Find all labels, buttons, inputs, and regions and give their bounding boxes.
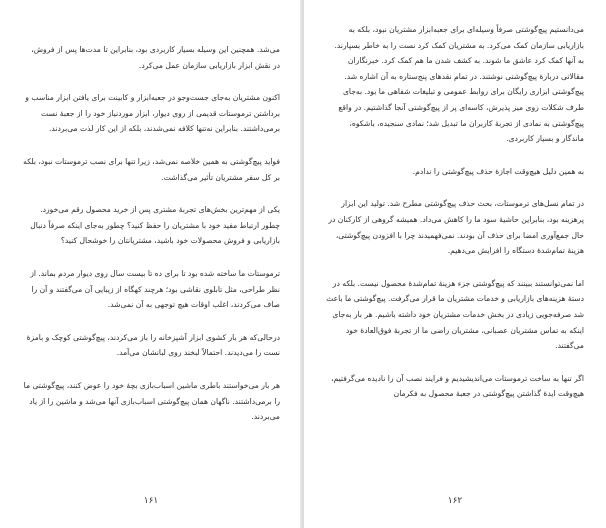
paragraph: می‌دانستیم پیچ‌گوشتی صرفاً وسیله‌ای برای جعبه‌ابزار مشتریان نبود، بلکه به بازاریابی سازمان کمک می‌کرد. به مشتریان کمک کرد نست را به خاطر بسپارند. به آنها کمک کرد عاشق ما شوند. به کشف شدن ما هم کمک کرد. خبرنگاران مقالاتی دربارهٔ پیچ‌گوشتی نوشتند. در تمام نقدهای پنج‌ستاره به آن اشاره شد. پیچ‌گوشتی ابزاری رایگان برای روابط عمومی و تبلیغات شفاهی ما بود. به‌جای طرف شکلات روی میز پذیرش، کاسه‌ای پر از پیچ‌گوشتی آنجا گذاشتیم. در واقع پیچ‌گوشتی به نمادی از تجربهٔ کاربران ما تبدیل شد؛ نمادی سنجیده، باشکوه، ماندگار و بسیار کاربردی. [334, 25, 584, 144]
paragraph: در تمام نسل‌های ترموستات، بحث حذف پیچ‌گوشتی مطرح شد. تولید این ابزار پرهزینه بود، بنابراین حاشیهٔ سود ما را کاهش می‌داد. همیشه گروهی از کارکنان در حال جمع‌آوری امضا برای حذف آن بودند. نمی‌فهمیدند چرا با افزودن پیچ‌گوشتی، هزینهٔ تمام‌شدهٔ دستگاه را افزایش می‌دهیم. [328, 199, 584, 256]
paragraph: فواید پیچ‌گوشتی به همین خلاصه نمی‌شد، زیرا تنها برای نصب ترموستات نبود، بلکه بر کل سفر مشتریان تأثیر می‌گذاشت. [23, 156, 280, 182]
paragraph: به همین دلیل هیچ‌وقت اجازهٔ حذف پیچ‌گوشتی را ندادم. [412, 166, 584, 176]
right-page-text [326, 22, 584, 419]
paragraph: اما نمی‌توانستند ببینند که پیچ‌گوشتی جزء هزینهٔ تمام‌شدهٔ محصول نیست. بلکه در دستهٔ هزینه‌های بازاریابی و خدمات مشتریان ما قرار می‌گرفت. پیچ‌گوشتی ما باعث شد صرفه‌جویی زیادی در بخش خدمات مشتریان خود داشته باشیم. هر بار به‌جای اینکه به تماس مشتریان عصبانی، مشتریان راضی ما از تجربهٔ فوق‌العادهٔ خود می‌گفتند. [326, 278, 584, 351]
left-page [0, 0, 302, 528]
paragraph: می‌شد. همچنین این وسیله بسیار کاربردی بود، بنابراین تا مدت‌ها پس از فروش، در نقش ابزار بازاریابی سازمان عمل می‌کرد. [31, 45, 280, 70]
paragraph: اکنون مشتریان به‌جای جست‌وجو در جعبه‌ابزار و کابینت برای یافتن ابزار مناسب و برداشتن ترموستات قدیمی از روی دیوار، ابزار موردنیاز خود را از جعبهٔ نست برمی‌داشتند. بنابراین نه‌تنها کلافه نمی‌شدند، بلکه از این کار لذت می‌بردند. [25, 93, 280, 134]
page-number: ۱۶۱ [143, 496, 159, 506]
paragraph: یکی از مهم‌ترین بخش‌های تجربهٔ مشتری پس از خرید محصول رقم می‌خورد. چطور ارتباط مفید خود با مشتریان را حفظ کنید؟ چطور به‌جای اینکه صرفاً دنبال بازاریابی و فروش محصولات خود باشید، مشتریانتان را خوشحال کنید؟ [30, 205, 280, 246]
paragraph: هر بار می‌خواستند باطری ماشین اسباب‌بازی بچهٔ خود را عوض کنند، پیچ‌گوشتی ما را برمی‌داشتند. ناگهان همان پیچ‌گوشتی اسباب‌بازی آنها می‌شد و ماشین را از یاد می‌بردند. [23, 380, 280, 422]
paragraph: ترموستات ما ساخته شده بود تا برای ده تا بیست سال روی دیوار مردم بماند. از نظر طراحی، مثل تابلوی نقاشی بود؛ هرچند کهگاه از زیبایی آن می‌گفتند و آن را صاف می‌کردند، اغلب اوقات هیچ توجهی به آن نمی‌شد. [30, 268, 280, 310]
paragraph: اگر تنها به ساخت ترموستات می‌اندیشیدیم و فرایند نصب آن را نادیده می‌گرفتیم، هیچ‌وقت ایدهٔ گذاشتن پیچ‌گوشتی در جعبهٔ محصول به فکرمان [331, 373, 584, 399]
left-page-text [22, 42, 280, 442]
right-page [304, 0, 606, 528]
page-number: ۱۶۲ [447, 496, 463, 506]
paragraph: درحالی‌که هر بار کشوی ابزار آشپزخانه را باز می‌کردند، پیچ‌گوشتی کوچک و بامزهٔ نست را می‌دیدند. احتمالاً لبخند روی لبانشان می‌آمد. [26, 332, 280, 358]
